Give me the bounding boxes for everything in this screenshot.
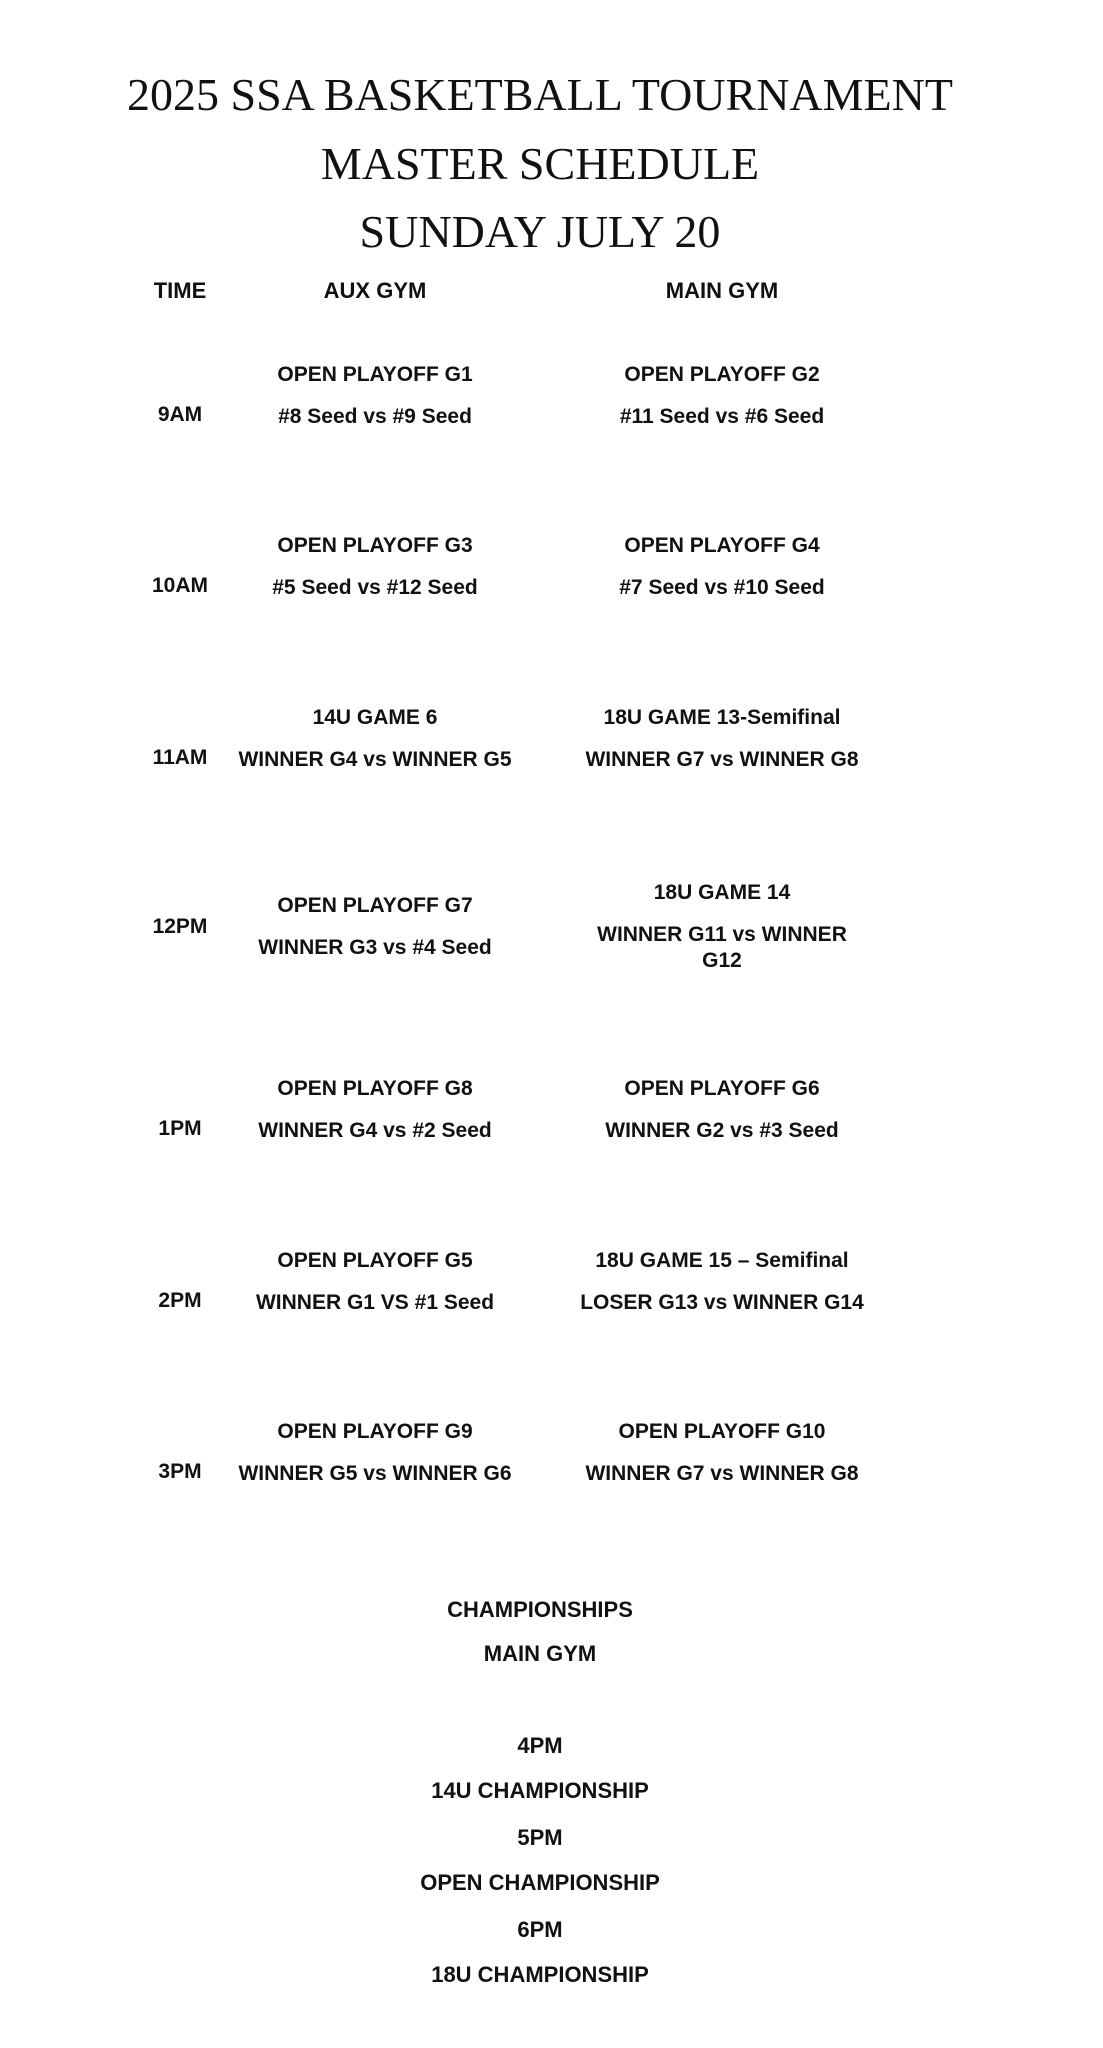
aux-gym-game [215,533,535,601]
championship-name: 14U CHAMPIONSHIP [431,1778,649,1803]
main-gym-game [562,1248,882,1316]
row-time: 2PM [158,1289,202,1312]
game-name: OPEN PLAYOFF G8 [277,1077,473,1100]
aux-gym-game [215,1076,535,1144]
game-matchup: #11 Seed vs #6 Seed [619,405,825,428]
main-gym-game [562,705,882,773]
game-name: 18U GAME 14 [653,881,791,904]
title-line-1: 2025 SSA BASKETBALL TOURNAMENT [127,69,953,120]
main-gym-game [562,1076,882,1144]
aux-gym-game [215,362,535,430]
game-matchup: WINNER G7 vs WINNER G8 [585,748,859,771]
main-gym-game [562,533,882,601]
row-time: 11AM [152,746,208,769]
title-line-3: SUNDAY JULY 20 [359,206,721,257]
game-matchup: #8 Seed vs #9 Seed [278,405,472,428]
row-time: 3PM [158,1460,202,1483]
game-matchup: WINNER G4 vs #2 Seed [258,1119,492,1142]
game-matchup: WINNER G5 vs WINNER G6 [238,1462,512,1485]
column-header-main-gym: MAIN GYM [665,278,779,303]
game-name: 18U GAME 13-Semifinal [603,706,841,729]
championship-time: 6PM [517,1917,563,1942]
game-matchup: WINNER G11 vs WINNER G12 [597,923,847,972]
game-matchup: WINNER G7 vs WINNER G8 [585,1462,859,1485]
championship-time: 4PM [517,1733,563,1758]
aux-gym-game [215,893,535,961]
main-gym-game [562,1419,882,1487]
column-header-aux-gym: AUX GYM [323,278,427,303]
aux-gym-game [215,705,535,773]
schedule-row [0,362,1103,482]
championships-heading: CHAMPIONSHIPS [447,1597,633,1622]
championships-venue: MAIN GYM [483,1641,597,1666]
schedule-row [0,533,1103,653]
game-matchup: WINNER G4 vs WINNER G5 [238,748,512,771]
schedule-row [0,1076,1103,1196]
game-matchup: #7 Seed vs #10 Seed [619,576,825,599]
game-name: OPEN PLAYOFF G7 [277,894,473,917]
column-header-time: TIME [153,278,207,303]
aux-gym-game [215,1248,535,1316]
game-name: OPEN PLAYOFF G1 [277,363,473,386]
game-matchup: WINNER G2 vs #3 Seed [605,1119,839,1142]
aux-gym-game [215,1419,535,1487]
game-name: OPEN PLAYOFF G5 [277,1249,473,1272]
game-name: OPEN PLAYOFF G2 [624,363,820,386]
game-name: OPEN PLAYOFF G10 [618,1420,826,1443]
championship-name: OPEN CHAMPIONSHIP [420,1870,660,1895]
game-matchup: WINNER G1 VS #1 Seed [255,1291,495,1314]
row-time: 12PM [152,915,208,938]
game-name: 14U GAME 6 [312,706,438,729]
schedule-row [0,1419,1103,1539]
main-gym-game [582,880,862,974]
row-time: 1PM [158,1117,202,1140]
game-name: 18U GAME 15 – Semifinal [595,1249,849,1272]
title-line-2: MASTER SCHEDULE [320,138,760,189]
game-matchup: WINNER G3 vs #4 Seed [258,936,492,959]
row-time: 10AM [151,574,209,597]
championship-name: 18U CHAMPIONSHIP [431,1962,649,1987]
game-name: OPEN PLAYOFF G4 [624,534,820,557]
game-name: OPEN PLAYOFF G3 [277,534,473,557]
game-name: OPEN PLAYOFF G9 [277,1420,473,1443]
game-matchup: #5 Seed vs #12 Seed [272,576,478,599]
game-matchup: LOSER G13 vs WINNER G14 [580,1291,864,1314]
row-time: 9AM [157,403,203,426]
game-name: OPEN PLAYOFF G6 [624,1077,820,1100]
schedule-row [0,877,1103,997]
schedule-row [0,1248,1103,1368]
championship-time: 5PM [517,1825,563,1850]
schedule-row [0,705,1103,825]
main-gym-game [562,362,882,430]
